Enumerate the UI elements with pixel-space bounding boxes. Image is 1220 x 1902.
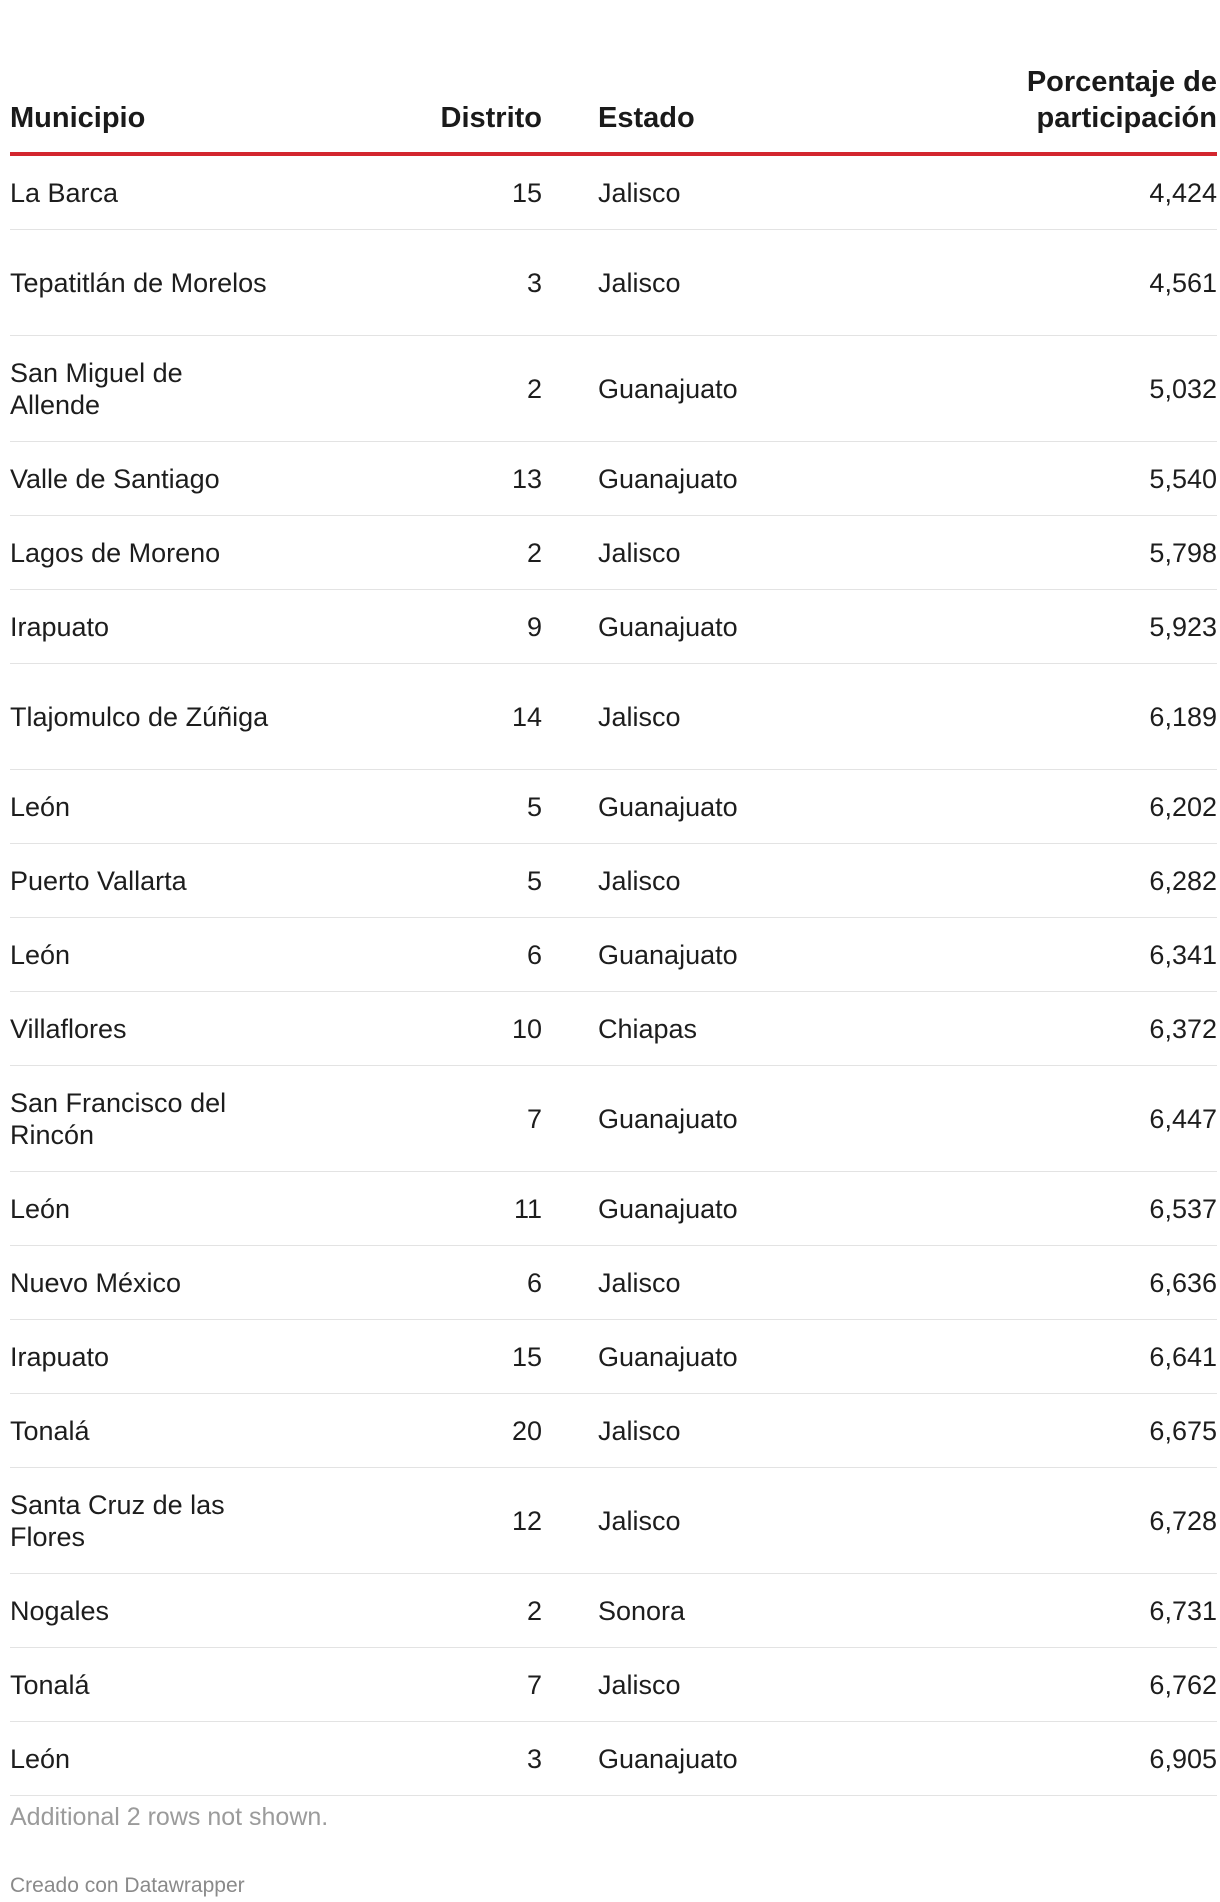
cell-municipio: Villaflores xyxy=(10,992,280,1066)
table-body xyxy=(10,154,1217,1796)
cell-municipio: León xyxy=(10,1172,280,1246)
cell-porcentaje: 5,798 xyxy=(879,516,1217,590)
cell-municipio: Nuevo México xyxy=(10,1246,280,1320)
table-row xyxy=(10,1468,1217,1574)
table-row xyxy=(10,918,1217,992)
table-row xyxy=(10,590,1217,664)
cell-municipio: Valle de Santiago xyxy=(10,442,280,516)
cell-estado: Jalisco xyxy=(542,664,879,770)
cell-municipio: Irapuato xyxy=(10,1320,280,1394)
cell-porcentaje: 4,561 xyxy=(879,230,1217,336)
cell-distrito: 15 xyxy=(280,154,542,230)
table-row xyxy=(10,1394,1217,1468)
cell-distrito: 5 xyxy=(280,844,542,918)
cell-estado: Jalisco xyxy=(542,1246,879,1320)
cell-estado: Guanajuato xyxy=(542,1722,879,1796)
table-row xyxy=(10,336,1217,442)
cell-municipio: Puerto Vallarta xyxy=(10,844,280,918)
cell-municipio: Tlajomulco de Zúñiga xyxy=(10,664,280,770)
cell-porcentaje: 6,447 xyxy=(879,1066,1217,1172)
cell-estado: Jalisco xyxy=(542,230,879,336)
table-row xyxy=(10,1574,1217,1648)
cell-distrito: 15 xyxy=(280,1320,542,1394)
cell-estado: Guanajuato xyxy=(542,918,879,992)
column-header-municipio[interactable]: Municipio xyxy=(10,0,280,154)
cell-estado: Guanajuato xyxy=(542,1320,879,1394)
cell-porcentaje: 6,762 xyxy=(879,1648,1217,1722)
cell-estado: Guanajuato xyxy=(542,442,879,516)
cell-municipio: León xyxy=(10,1722,280,1796)
cell-municipio: León xyxy=(10,770,280,844)
table-row xyxy=(10,770,1217,844)
table-row xyxy=(10,230,1217,336)
cell-porcentaje: 6,341 xyxy=(879,918,1217,992)
table-row xyxy=(10,1320,1217,1394)
cell-municipio: Santa Cruz de las Flores xyxy=(10,1468,280,1574)
column-header-distrito[interactable]: Distrito xyxy=(280,0,542,154)
cell-distrito: 10 xyxy=(280,992,542,1066)
cell-porcentaje: 5,032 xyxy=(879,336,1217,442)
cell-porcentaje: 6,641 xyxy=(879,1320,1217,1394)
cell-porcentaje: 6,537 xyxy=(879,1172,1217,1246)
cell-porcentaje: 6,905 xyxy=(879,1722,1217,1796)
cell-estado: Sonora xyxy=(542,1574,879,1648)
cell-estado: Guanajuato xyxy=(542,336,879,442)
cell-porcentaje: 6,728 xyxy=(879,1468,1217,1574)
cell-distrito: 3 xyxy=(280,230,542,336)
cell-distrito: 6 xyxy=(280,918,542,992)
cell-municipio: Tepatitlán de Morelos xyxy=(10,230,280,336)
cell-estado: Jalisco xyxy=(542,844,879,918)
cell-porcentaje: 5,540 xyxy=(879,442,1217,516)
table-row xyxy=(10,154,1217,230)
table-row xyxy=(10,844,1217,918)
cell-distrito: 5 xyxy=(280,770,542,844)
cell-distrito: 11 xyxy=(280,1172,542,1246)
cell-municipio: Tonalá xyxy=(10,1394,280,1468)
table-row xyxy=(10,664,1217,770)
cell-distrito: 6 xyxy=(280,1246,542,1320)
column-header-porcentaje[interactable]: Porcentaje de participación xyxy=(879,0,1217,154)
cell-distrito: 7 xyxy=(280,1648,542,1722)
cell-porcentaje: 6,731 xyxy=(879,1574,1217,1648)
table-container xyxy=(10,0,1217,1796)
cell-distrito: 2 xyxy=(280,1574,542,1648)
cell-municipio: Nogales xyxy=(10,1574,280,1648)
cell-municipio: León xyxy=(10,918,280,992)
cell-porcentaje: 6,202 xyxy=(879,770,1217,844)
table-row xyxy=(10,442,1217,516)
cell-municipio: San Miguel de Allende xyxy=(10,336,280,442)
cell-estado: Jalisco xyxy=(542,1394,879,1468)
cell-porcentaje: 6,189 xyxy=(879,664,1217,770)
cell-porcentaje: 6,675 xyxy=(879,1394,1217,1468)
table-row xyxy=(10,1246,1217,1320)
cell-estado: Guanajuato xyxy=(542,1066,879,1172)
cell-estado: Guanajuato xyxy=(542,590,879,664)
rows-hidden-note: Additional 2 rows not shown. xyxy=(10,1803,329,1831)
cell-distrito: 3 xyxy=(280,1722,542,1796)
table-row xyxy=(10,1722,1217,1796)
cell-estado: Guanajuato xyxy=(542,770,879,844)
cell-porcentaje: 4,424 xyxy=(879,154,1217,230)
cell-estado: Jalisco xyxy=(542,154,879,230)
cell-distrito: 20 xyxy=(280,1394,542,1468)
cell-distrito: 2 xyxy=(280,336,542,442)
cell-estado: Jalisco xyxy=(542,1648,879,1722)
datawrapper-credit: Creado con Datawrapper xyxy=(10,1874,245,1897)
cell-municipio: Lagos de Moreno xyxy=(10,516,280,590)
table-row xyxy=(10,516,1217,590)
cell-distrito: 7 xyxy=(280,1066,542,1172)
table-row xyxy=(10,1066,1217,1172)
cell-porcentaje: 6,282 xyxy=(879,844,1217,918)
table-row xyxy=(10,1172,1217,1246)
data-table xyxy=(10,0,1217,1796)
cell-municipio: La Barca xyxy=(10,154,280,230)
cell-estado: Chiapas xyxy=(542,992,879,1066)
header-row xyxy=(10,0,1217,154)
cell-distrito: 14 xyxy=(280,664,542,770)
cell-estado: Guanajuato xyxy=(542,1172,879,1246)
column-header-estado[interactable]: Estado xyxy=(542,0,879,154)
cell-distrito: 2 xyxy=(280,516,542,590)
cell-municipio: Irapuato xyxy=(10,590,280,664)
cell-porcentaje: 6,372 xyxy=(879,992,1217,1066)
table-row xyxy=(10,992,1217,1066)
cell-municipio: San Francisco del Rincón xyxy=(10,1066,280,1172)
cell-estado: Jalisco xyxy=(542,516,879,590)
cell-distrito: 12 xyxy=(280,1468,542,1574)
cell-distrito: 13 xyxy=(280,442,542,516)
cell-porcentaje: 5,923 xyxy=(879,590,1217,664)
cell-distrito: 9 xyxy=(280,590,542,664)
table-header xyxy=(10,0,1217,154)
cell-estado: Jalisco xyxy=(542,1468,879,1574)
table-row xyxy=(10,1648,1217,1722)
cell-porcentaje: 6,636 xyxy=(879,1246,1217,1320)
cell-municipio: Tonalá xyxy=(10,1648,280,1722)
